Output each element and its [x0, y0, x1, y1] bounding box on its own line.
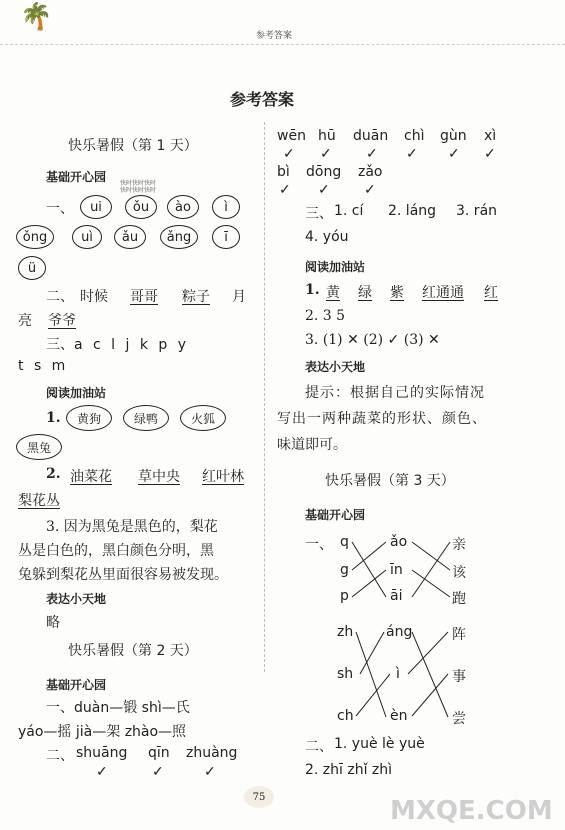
day1-r2-word: 梨花丛	[18, 493, 60, 509]
day1-r3-line: 兔躲到梨花丛里面很容易被发现。	[18, 567, 228, 583]
right-pinyin: gùn	[440, 128, 467, 144]
right-q3-answer: 2. láng	[388, 203, 437, 219]
day1-section-reading: 阅读加油站	[46, 386, 107, 400]
right-r1-word: 红	[484, 285, 498, 301]
match-right: 事	[452, 669, 466, 685]
right-q3-answer: 4. yóu	[305, 229, 349, 245]
right-r1-word: 紫	[390, 285, 404, 301]
day1-q3-line: 三、a c l j k p y	[46, 337, 187, 353]
answer-oval: 黄狗	[66, 405, 112, 431]
right-q3-label: 三、	[305, 206, 333, 222]
day3-q2-line: 2. zhī zhǐ zhì	[305, 762, 393, 778]
day1-q2-word: 粽子	[182, 289, 210, 305]
check-icon: ✓	[204, 764, 216, 780]
right-section-express: 表达小天地	[305, 360, 366, 374]
pinyin-oval: ǎu	[114, 225, 146, 249]
match-left: q	[340, 534, 349, 550]
match-right: 跑	[452, 591, 466, 607]
pinyin-oval: ǎng	[160, 225, 198, 249]
answer-oval: 绿鸭	[123, 405, 169, 431]
day1-q2-word: 时候	[80, 289, 108, 305]
right-hint-line: 提示：根据自己的实际情况	[305, 385, 485, 401]
day2-title: 快乐暑假（第 2 天）	[68, 643, 198, 659]
day2-pinyin: zhuàng	[186, 745, 238, 761]
right-pinyin: wēn	[277, 128, 306, 144]
match-right: 该	[452, 565, 466, 581]
check-icon: ✓	[364, 182, 376, 198]
right-r1-word: 黄	[326, 285, 340, 301]
right-r3: 3. (1) ✕ (2) ✓ (3) ✕	[305, 332, 440, 348]
watermark: MXQE.COM	[390, 796, 553, 826]
right-q3-answer: 3. rán	[456, 203, 498, 219]
match-left: sh	[337, 666, 354, 682]
right-q3-answer: 1. cí	[334, 203, 364, 219]
right-r1-word: 绿	[358, 285, 372, 301]
match-mid: īn	[390, 562, 403, 578]
day2-q2-label: 二、	[46, 748, 74, 764]
match-right: 亲	[452, 537, 466, 553]
check-icon: ✓	[152, 764, 164, 780]
match-mid: áng	[386, 624, 413, 640]
day1-express-answer: 略	[46, 615, 60, 631]
check-icon: ✓	[283, 146, 295, 162]
check-icon: ✓	[448, 146, 460, 162]
day1-r2-label: 2.	[46, 466, 61, 482]
day1-q1-label: 一、	[46, 201, 74, 217]
match-mid: èn	[390, 708, 408, 724]
match-right: 阵	[452, 627, 466, 643]
day1-r1-label: 1.	[46, 410, 61, 426]
day2-pinyin: shuāng	[76, 745, 128, 761]
right-pinyin: hū	[318, 128, 336, 144]
right-pinyin: bì	[277, 164, 290, 180]
pinyin-oval: uì	[72, 225, 102, 249]
match-left: p	[340, 588, 349, 604]
pinyin-oval: ì	[212, 195, 240, 219]
day3-q2-line: 1. yuè lè yuè	[334, 736, 425, 752]
day3-q2-label: 二、	[305, 739, 333, 755]
page-number: 75	[244, 786, 274, 808]
right-pinyin: duān	[353, 128, 389, 144]
match-left: ch	[337, 708, 354, 724]
day1-q2-label: 二、	[46, 289, 74, 305]
day1-q2-word: 亮	[18, 313, 32, 329]
match-mid: āi	[390, 588, 403, 604]
pinyin-oval: ü	[18, 256, 46, 280]
check-icon: ✓	[96, 764, 108, 780]
right-r1-word: 红通通	[422, 285, 464, 301]
day1-r2-word: 草中央	[138, 469, 180, 485]
day1-r3-line: 3. 因为黑兔是黑色的，梨花	[46, 519, 218, 535]
pinyin-oval: ǒng	[16, 225, 54, 249]
day1-r2-word: 油菜花	[70, 469, 112, 485]
palm-decoration-icon: 🌴	[20, 2, 53, 32]
right-pinyin: zǎo	[358, 164, 383, 180]
right-pinyin: dōng	[306, 164, 342, 180]
day2-line: yáo—摇 jià—架 zhào—照	[18, 724, 187, 740]
day1-small-note: 快时快时快时 快时快时快时	[120, 180, 157, 194]
pinyin-oval: ǒu	[125, 195, 157, 219]
day1-q2-word: 月	[232, 289, 246, 305]
match-left: zh	[337, 624, 354, 640]
day3-title: 快乐暑假（第 3 天）	[325, 473, 455, 489]
day3-q1-label: 一、	[305, 537, 333, 553]
day1-r3-line: 丛是白色的，黑白颜色分明，黑	[18, 543, 214, 559]
day1-section-basic: 基础开心园	[46, 170, 107, 184]
pinyin-oval: ī	[212, 225, 240, 249]
right-hint-line: 写出一两种蔬菜的形状、颜色、	[277, 411, 487, 427]
pinyin-oval: ui	[80, 195, 112, 219]
day2-section-basic: 基础开心园	[46, 678, 107, 692]
check-icon: ✓	[318, 182, 330, 198]
match-left: g	[340, 562, 349, 578]
check-icon: ✓	[279, 182, 291, 198]
answer-oval: 黑兔	[16, 434, 62, 460]
day1-q2-word: 哥哥	[130, 289, 158, 305]
day1-section-express: 表达小天地	[46, 592, 107, 606]
check-icon: ✓	[366, 146, 378, 162]
match-mid: ì	[396, 666, 400, 682]
match-mid: ǎo	[390, 534, 408, 550]
pinyin-oval: ào	[167, 195, 199, 219]
right-pinyin: xì	[484, 128, 497, 144]
right-pinyin: chì	[404, 128, 425, 144]
day2-line: 一、duàn—锻 shì—氏	[46, 700, 190, 716]
day1-r2-word: 红叶林	[202, 469, 244, 485]
answer-oval: 火狐	[180, 405, 226, 431]
day1-title: 快乐暑假（第 1 天）	[68, 138, 198, 154]
header-title: 参考答案	[256, 31, 293, 41]
check-icon: ✓	[406, 146, 418, 162]
check-icon: ✓	[320, 146, 332, 162]
day1-q2-word: 爷爷	[48, 313, 76, 329]
right-r1-label: 1.	[305, 282, 320, 298]
check-icon: ✓	[484, 146, 496, 162]
day2-pinyin: qīn	[148, 745, 170, 761]
right-section-reading: 阅读加油站	[305, 260, 366, 274]
day1-q3-line2: t s m	[18, 358, 66, 374]
day3-section-basic: 基础开心园	[305, 508, 366, 522]
match-right: 尝	[452, 711, 466, 727]
right-r2: 2. 3 5	[305, 308, 346, 324]
right-hint-line: 味道即可。	[277, 437, 347, 453]
page-title: 参考答案	[230, 90, 295, 109]
